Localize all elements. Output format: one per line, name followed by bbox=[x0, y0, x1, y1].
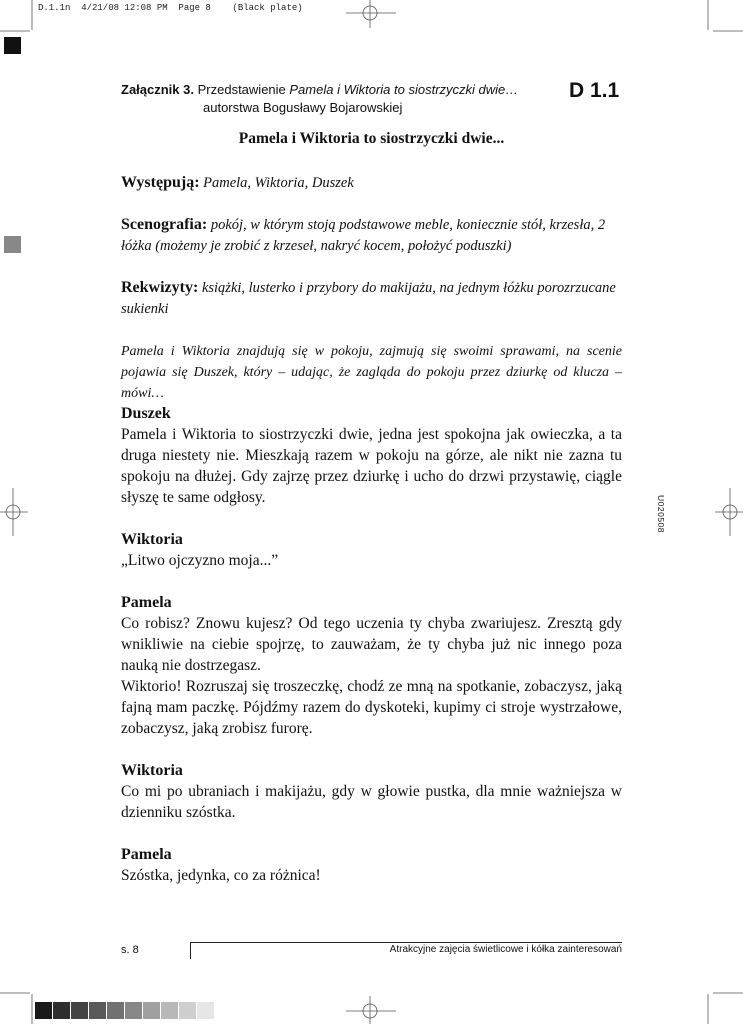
header-play-title: Pamela i Wiktoria to siostrzyczki dwie… bbox=[289, 82, 519, 97]
speaker-name: Pamela bbox=[121, 846, 172, 863]
scenography-value: pokój, w którym stoją podstawowe meble, koniecznie stół, krzesła, 2 łóżka (możemy je zrobić z krzeseł, nakryć kocem, położyć poduszki) bbox=[121, 217, 606, 254]
calibration-swatch bbox=[197, 1002, 214, 1019]
attachment-header bbox=[121, 81, 518, 117]
dialogue-wiktoria-2 bbox=[121, 760, 622, 823]
speech-line: Pamela i Wiktoria to siostrzyczki dwie, jedna jest spokojna jak owieczka, a ta druga niestety nie. Mieszkają razem w pokoju na górze, ale nikt nie zazna tu spokoju na dłużej. Gdy zajrzę przez dziurkę i ucho do drzwi przystawię, ciągle słyszę te same odgłosy. bbox=[121, 426, 622, 506]
speech-line: Wiktorio! Rozruszaj się troszeczkę, chodź ze mną na spotkanie, zobaczysz, jaką fajną mam paczkę. Pójdźmy razem do dyskoteki, kupimy ci stroje wystrzałowe, zobaczysz, jaką zrobisz furorę. bbox=[121, 678, 622, 737]
speech-line: Co robisz? Znowu kujesz? Od tego uczenia ty chyba zwariujesz. Zresztą gdy wnikliwie na ciebie spojrzę, to zauważam, że ty chyba już nic innego poza nauką nie dostrzegasz. bbox=[121, 615, 622, 674]
calibration-swatch bbox=[125, 1002, 142, 1019]
calibration-swatch bbox=[71, 1002, 88, 1019]
section-code: D 1.1 bbox=[569, 79, 620, 102]
scenography-block bbox=[121, 214, 622, 257]
calibration-swatch bbox=[179, 1002, 196, 1019]
speech-line: „Litwo ojczyzno moja...” bbox=[121, 552, 279, 569]
props-value: książki, lusterko i przybory do makijażu, na jednym łóżku porozrzucane sukienki bbox=[121, 280, 616, 317]
attachment-label: Załącznik 3. bbox=[121, 82, 194, 97]
cast-block bbox=[121, 172, 622, 194]
calibration-swatch bbox=[143, 1002, 160, 1019]
speech-line: Szóstka, jedynka, co za różnica! bbox=[121, 867, 321, 884]
speaker-name: Wiktoria bbox=[121, 531, 183, 548]
side-code: U020508 bbox=[656, 495, 666, 534]
footer-divider bbox=[190, 942, 191, 959]
footer-rule bbox=[190, 942, 622, 943]
calibration-swatch bbox=[89, 1002, 106, 1019]
dialogue-duszek bbox=[121, 403, 622, 508]
dialogue-wiktoria-1 bbox=[121, 529, 622, 571]
slug-line: D.1.1n 4/21/08 12:08 PM Page 8 (Black plate) bbox=[38, 3, 303, 13]
props-label: Rekwizyty: bbox=[121, 279, 199, 296]
dialogue-pamela-1 bbox=[121, 592, 622, 739]
header-author: autorstwa Bogusławy Bojarowskiej bbox=[203, 100, 403, 115]
speech-line: Co mi po ubraniach i makijażu, gdy w głowie pustka, dla mnie ważniejsza w dzienniku szóstka. bbox=[121, 783, 622, 821]
page-number: s. 8 bbox=[121, 944, 139, 956]
dialogue-pamela-2 bbox=[121, 844, 622, 886]
calibration-swatch bbox=[53, 1002, 70, 1019]
speaker-name: Wiktoria bbox=[121, 762, 183, 779]
cast-value: Pamela, Wiktoria, Duszek bbox=[203, 175, 354, 191]
cast-label: Występują: bbox=[121, 174, 200, 191]
props-block bbox=[121, 277, 622, 320]
scenography-label: Scenografia: bbox=[121, 216, 208, 233]
play-title: Pamela i Wiktoria to siostrzyczki dwie... bbox=[238, 130, 505, 147]
speaker-name: Pamela bbox=[121, 594, 172, 611]
footer-publication-title: Atrakcyjne zajęcia świetlicowe i kółka zainteresowań bbox=[389, 944, 622, 955]
calibration-swatch bbox=[35, 1002, 52, 1019]
header-text: Przedstawienie bbox=[197, 82, 286, 97]
stage-direction: Pamela i Wiktoria znajdują się w pokoju, zajmują się swoimi sprawami, na scenie pojawia się Duszek, który – udając, że zagląda do pokoju przez dziurkę od klucza – mówi… bbox=[121, 344, 622, 401]
calibration-swatch bbox=[107, 1002, 124, 1019]
speaker-name: Duszek bbox=[121, 405, 171, 422]
calibration-swatch bbox=[161, 1002, 178, 1019]
